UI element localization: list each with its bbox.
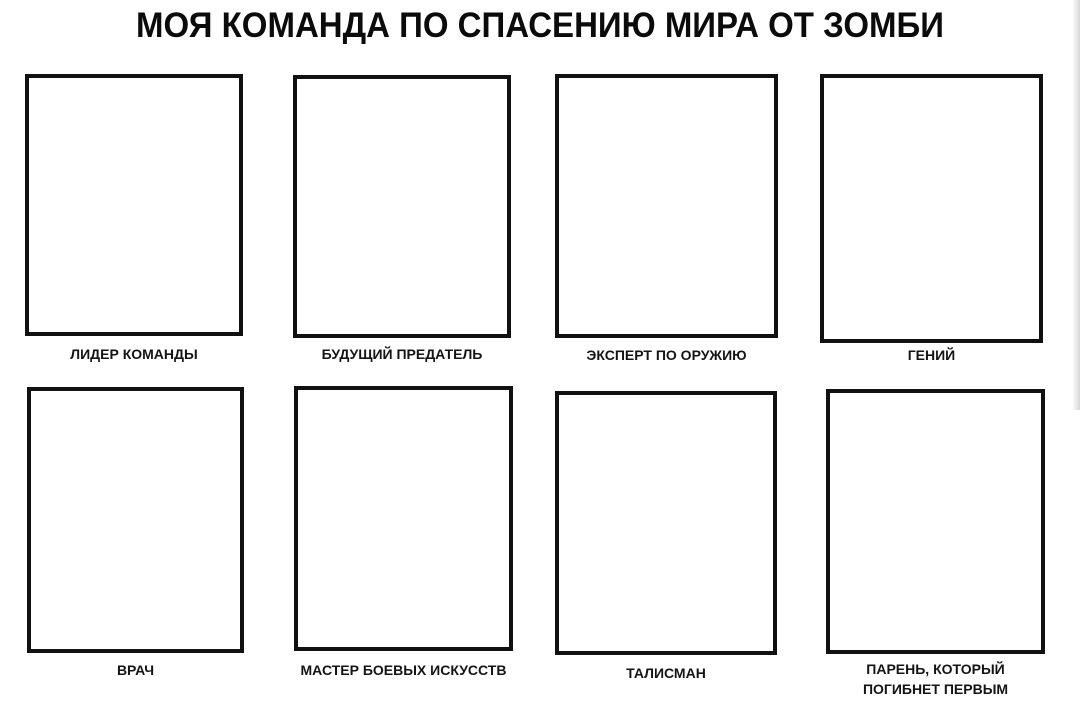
card-frame-first-to-die [826, 389, 1045, 654]
card-frame-future-traitor [293, 75, 511, 338]
card-caption-team-leader: ЛИДЕР КОМАНДЫ [70, 346, 198, 362]
scroll-edge [1072, 0, 1080, 410]
card-caption-future-traitor: БУДУЩИЙ ПРЕДАТЕЛЬ [321, 346, 483, 362]
card-frame-mascot [555, 391, 777, 655]
card-frame-weapons-expert [555, 74, 778, 338]
card-frame-doctor [27, 387, 244, 653]
card-frame-martial-arts-master [294, 386, 513, 651]
card-caption-genius: ГЕНИЙ [907, 347, 956, 363]
page-title: МОЯ КОМАНДА ПО СПАСЕНИЮ МИРА ОТ ЗОМБИ [136, 4, 944, 45]
card-caption-first-to-die: ПАРЕНЬ, КОТОРЫЙ ПОГИБНЕТ ПЕРВЫМ [862, 661, 1009, 697]
card-caption-martial-arts-master: МАСТЕР БОЕВЫХ ИСКУССТВ [300, 662, 507, 678]
card-caption-doctor: ВРАЧ [116, 662, 155, 678]
card-caption-mascot: ТАЛИСМАН [626, 665, 706, 681]
card-frame-genius [820, 74, 1043, 343]
card-caption-weapons-expert: ЭКСПЕРТ ПО ОРУЖИЮ [586, 347, 747, 363]
card-frame-team-leader [25, 74, 243, 336]
